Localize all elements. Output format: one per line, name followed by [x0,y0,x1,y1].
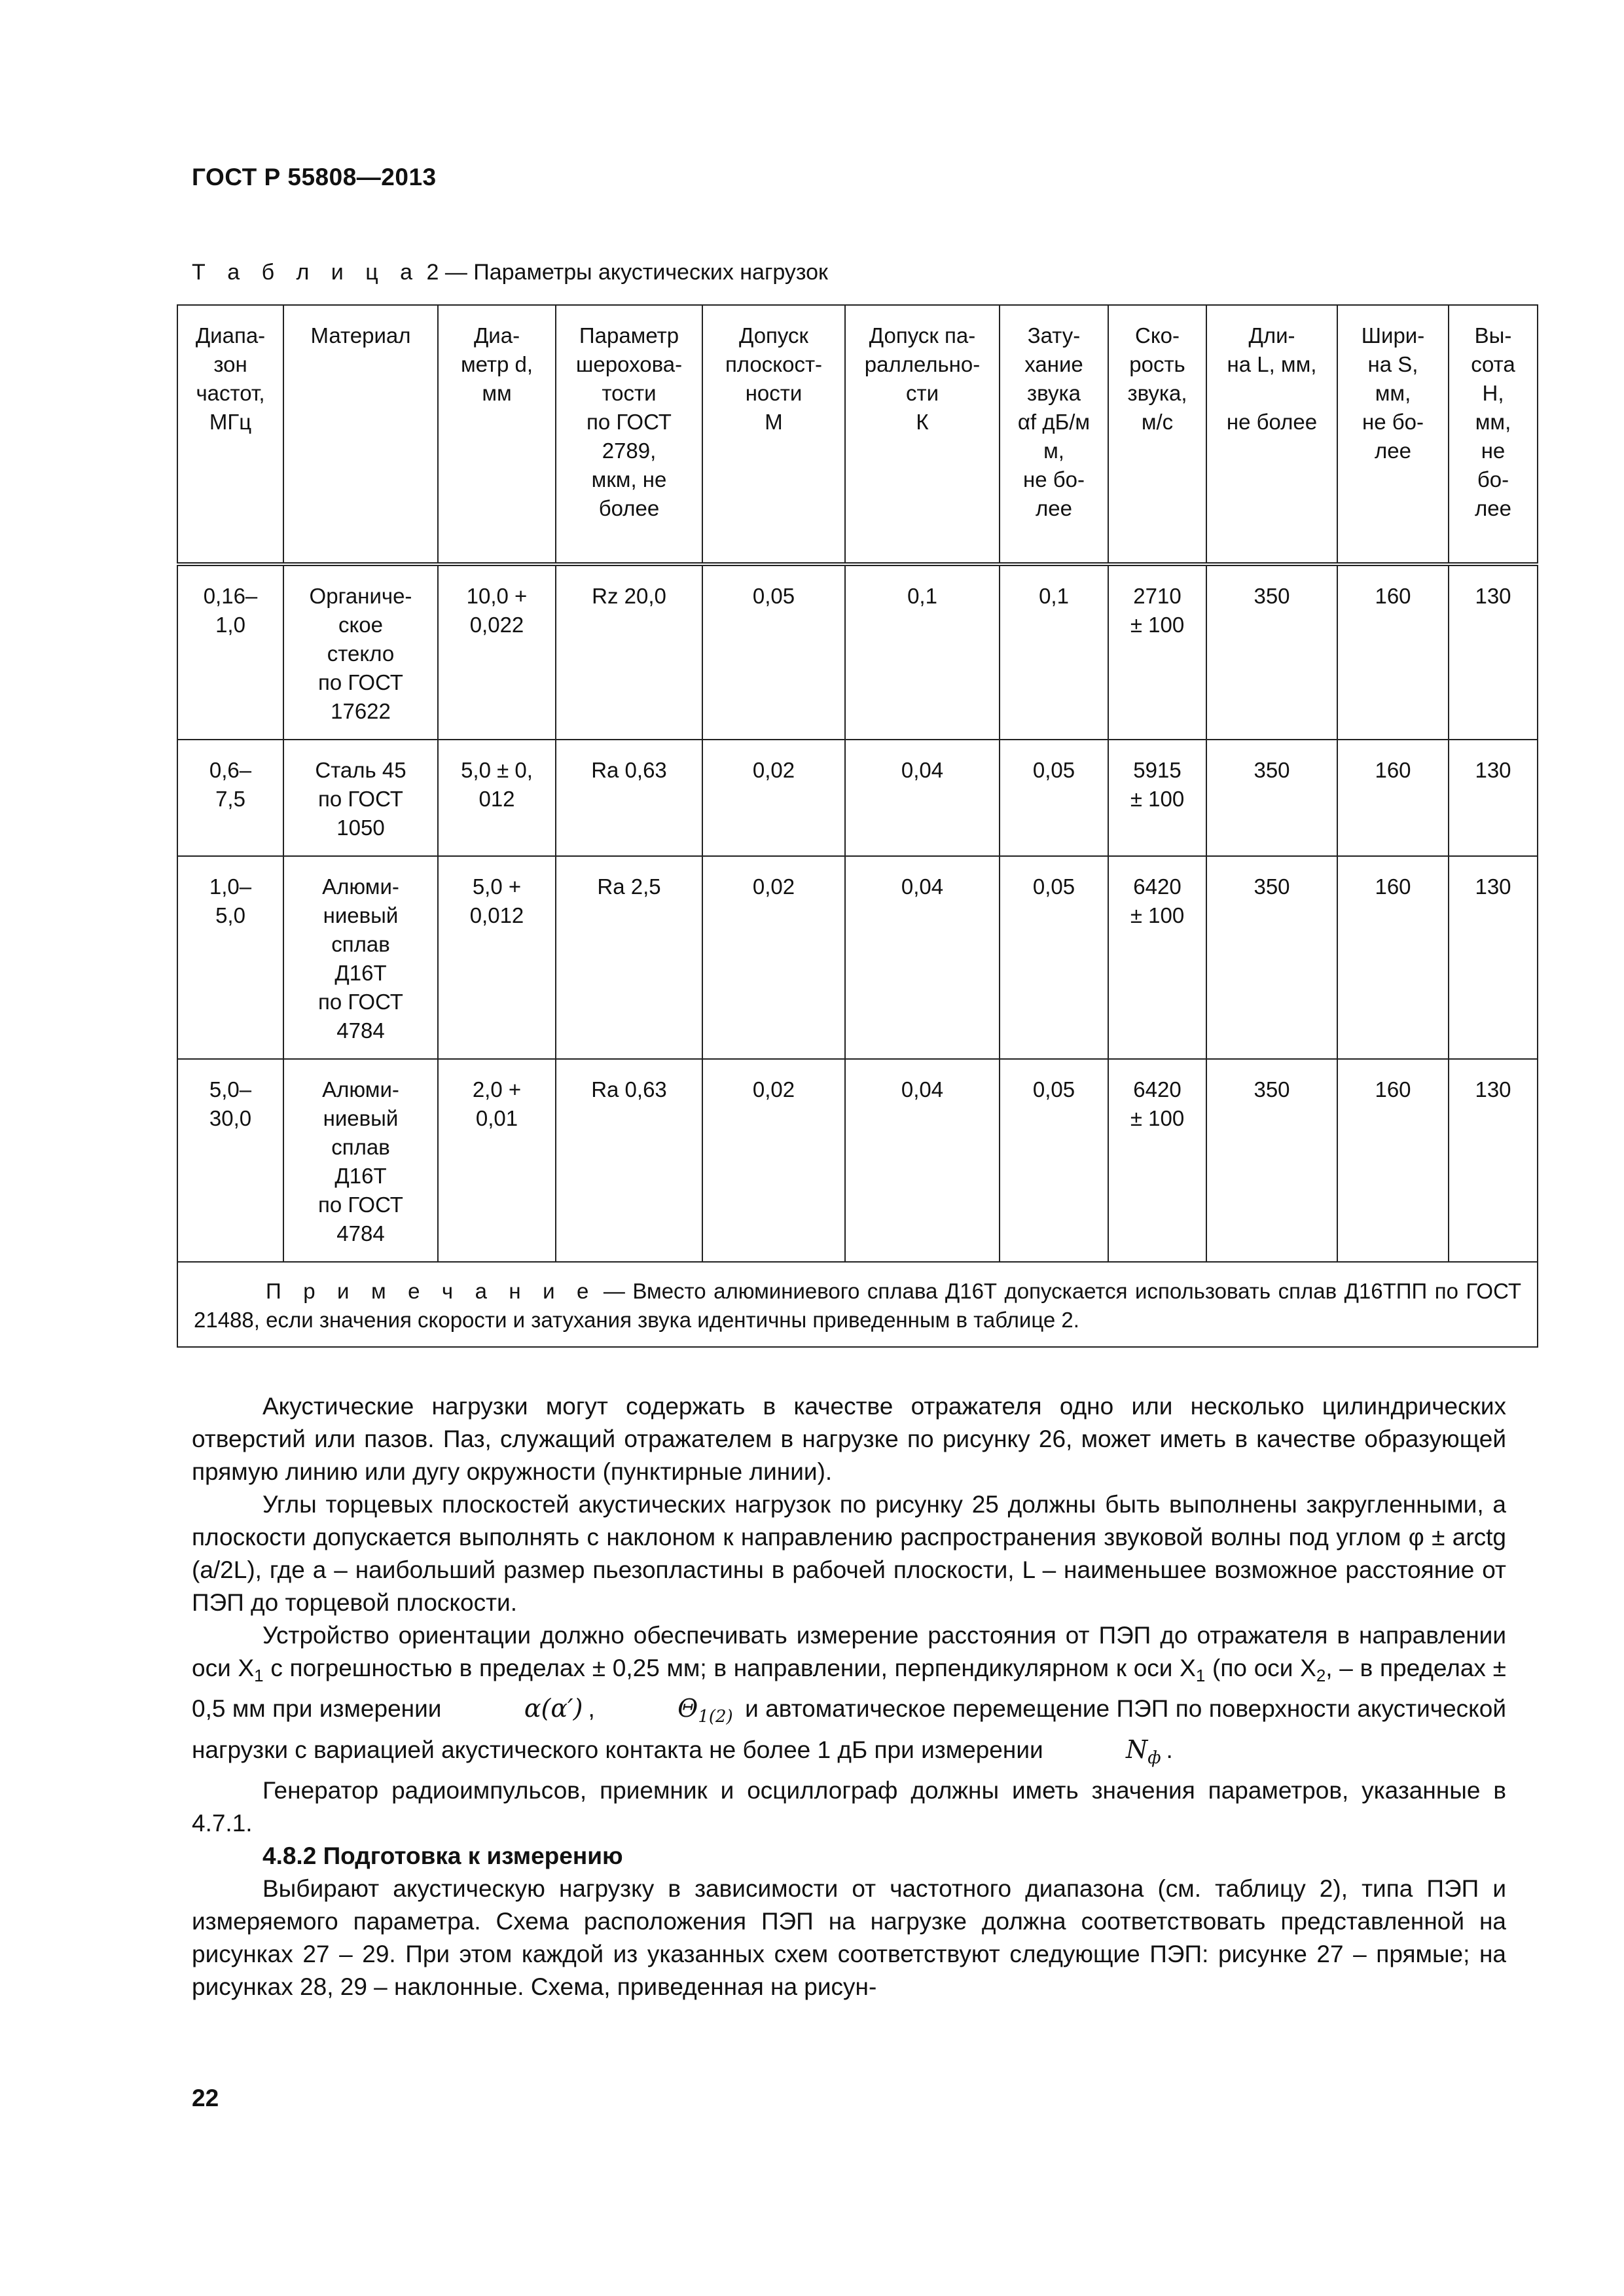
table-caption [192,260,828,285]
table-cell: Ra 2,5 [556,856,702,1059]
table-cell: 2710 ± 100 [1108,564,1206,740]
table-cell: 0,04 [845,1059,1000,1262]
table-header-row [177,305,1538,564]
table-caption-label: Т а б л и ц а [192,260,421,285]
table-cell: 160 [1337,564,1449,740]
table-row [177,740,1538,856]
table-cell: 0,16– 1,0 [177,564,283,740]
col-header-length: Дли- на L, мм, не более [1206,305,1337,564]
table-cell: 1,0– 5,0 [177,856,283,1059]
table-cell: 0,05 [1000,856,1108,1059]
table-cell: Rz 20,0 [556,564,702,740]
n-symbol: $N_ф$ [1125,1735,1161,1768]
table-cell: 0,04 [845,856,1000,1059]
paragraph-preparation: Выбирают акустическую нагрузку в зависимости от частотного диапазона (см. таблицу 2), типа ПЭП и измеряемого параметра. Схема расположения ПЭП на нагрузке должна соответствовать представленной на рисунках 27 – 29. При этом каждой из указанных схем соответствуют следующие ПЭП: рисунке 27 – прямые; на рисунках 28, 29 – наклонные. Схема, приведенная на рисун- [192,1875,1506,2000]
table-cell: 0,6– 7,5 [177,740,283,856]
alpha-symbol: α(α′) [524,1694,583,1723]
table-cell: Ra 0,63 [556,740,702,856]
table-cell: Алюми- ниевый сплав Д16Т по ГОСТ 4784 [283,856,438,1059]
table-cell: 350 [1206,740,1337,856]
table-row [177,1059,1538,1262]
table-cell: 0,05 [702,564,845,740]
acoustic-loads-table [177,304,1538,1348]
table-cell: 160 [1337,1059,1449,1262]
table-cell: 350 [1206,856,1337,1059]
table-cell: 0,05 [1000,740,1108,856]
table-cell: 0,04 [845,740,1000,856]
table-cell: 130 [1449,740,1538,856]
table-cell: Органиче- ское стекло по ГОСТ 17622 [283,564,438,740]
table-cell: 0,1 [845,564,1000,740]
table-cell: 130 [1449,1059,1538,1262]
theta-symbol: $\Theta_{1(2)}$ [677,1694,733,1727]
table-cell: 0,05 [1000,1059,1108,1262]
table-cell: 130 [1449,564,1538,740]
body-text [192,1390,1506,2003]
table-cell: 2,0 + 0,01 [438,1059,556,1262]
table-cell: 6420 ± 100 [1108,856,1206,1059]
page-number: 22 [192,2085,219,2111]
table-cell: 5,0– 30,0 [177,1059,283,1262]
col-header-flatness: Допуск плоскост- ности М [702,305,845,564]
table-cell: 0,02 [702,740,845,856]
col-header-material: Материал [283,305,438,564]
col-header-width: Шири- на S, мм, не бо- лее [1337,305,1449,564]
table-cell: 6420 ± 100 [1108,1059,1206,1262]
table-note-row [177,1262,1538,1347]
paragraph-end-planes: Углы торцевых плоскостей акустических нагрузок по рисунку 25 должны быть выполнены закругленными, а плоскости допускается выполнять с наклоном к направлению распространения звуковой волны под углом φ ± arctg (a/2L), где a – наибольший размер пьезопластины в рабочей плоскости, L – наименьшее возможное расстояние от ПЭП до торцевой плоскости. [192,1491,1506,1616]
table-row [177,856,1538,1059]
table-cell: 5,0 + 0,012 [438,856,556,1059]
document-header: ГОСТ Р 55808—2013 [192,164,437,190]
table-note-text: — Вместо алюминиевого сплава Д16Т допускается использовать сплав Д16ТПП по ГОСТ 21488, если значения скорости и затухания звука идентичны приведенным в таблице 2. [194,1279,1521,1332]
table-cell: Сталь 45 по ГОСТ 1050 [283,740,438,856]
table-cell: Алюми- ниевый сплав Д16Т по ГОСТ 4784 [283,1059,438,1262]
table-cell: 10,0 + 0,022 [438,564,556,740]
col-header-height: Вы- сота Н, мм, не бо- лее [1449,305,1538,564]
paragraph-orientation-device: Устройство ориентации должно обеспечивать измерение расстояния от ПЭП до отражателя в направлении оси $X_1$ с погрешностью в пределах ± 0,25 мм; в направлении, перпендикулярном к оси $X_1$ (по оси $X_2$, – в пределах ± 0,5 мм при измерении α(α′) , $\Theta_{1(2)}$ и автоматическое перемещение ПЭП по поверхности акустической нагрузки с вариацией акустического контакта не более 1 дБ при измерении $N_ф$ . [192,1619,1506,1774]
table-cell: 130 [1449,856,1538,1059]
paragraph-reflectors: Акустические нагрузки могут содержать в качестве отражателя одно или несколько цилиндрических отверстий или пазов. Паз, служащий отражателем в нагрузке по рисунку 26, может иметь в качестве образующей прямую линию или дугу окружности (пунктирные линии). [192,1393,1506,1485]
table-cell: 5915 ± 100 [1108,740,1206,856]
col-header-parallelism: Допуск па- раллельно- сти К [845,305,1000,564]
table-cell: 350 [1206,1059,1337,1262]
table-cell: 0,02 [702,856,845,1059]
col-header-roughness: Параметр шерохова- тости по ГОСТ 2789, мкм, не более [556,305,702,564]
table-cell: 0,02 [702,1059,845,1262]
table-cell: Ra 0,63 [556,1059,702,1262]
table-cell: 5,0 ± 0, 012 [438,740,556,856]
table-cell: 0,1 [1000,564,1108,740]
table-cell: 160 [1337,740,1449,856]
table-caption-text: 2 — Параметры акустических нагрузок [420,260,828,285]
table-cell: 350 [1206,564,1337,740]
col-header-attenuation: Зату- хание звука αf дБ/м м, не бо- лее [1000,305,1108,564]
table-note-label: П р и м е ч а н и е [266,1279,596,1303]
table-cell: 160 [1337,856,1449,1059]
col-header-diameter: Диа- метр d, мм [438,305,556,564]
section-heading-482: 4.8.2 Подготовка к измерению [262,1842,623,1869]
table-row [177,564,1538,740]
paragraph-generator: Генератор радиоимпульсов, приемник и осциллограф должны иметь значения параметров, указанные в 4.7.1. [192,1777,1506,1837]
col-header-frequency: Диапа- зон частот, МГц [177,305,283,564]
table-note [177,1262,1538,1347]
col-header-sound-speed: Ско- рость звука, м/с [1108,305,1206,564]
